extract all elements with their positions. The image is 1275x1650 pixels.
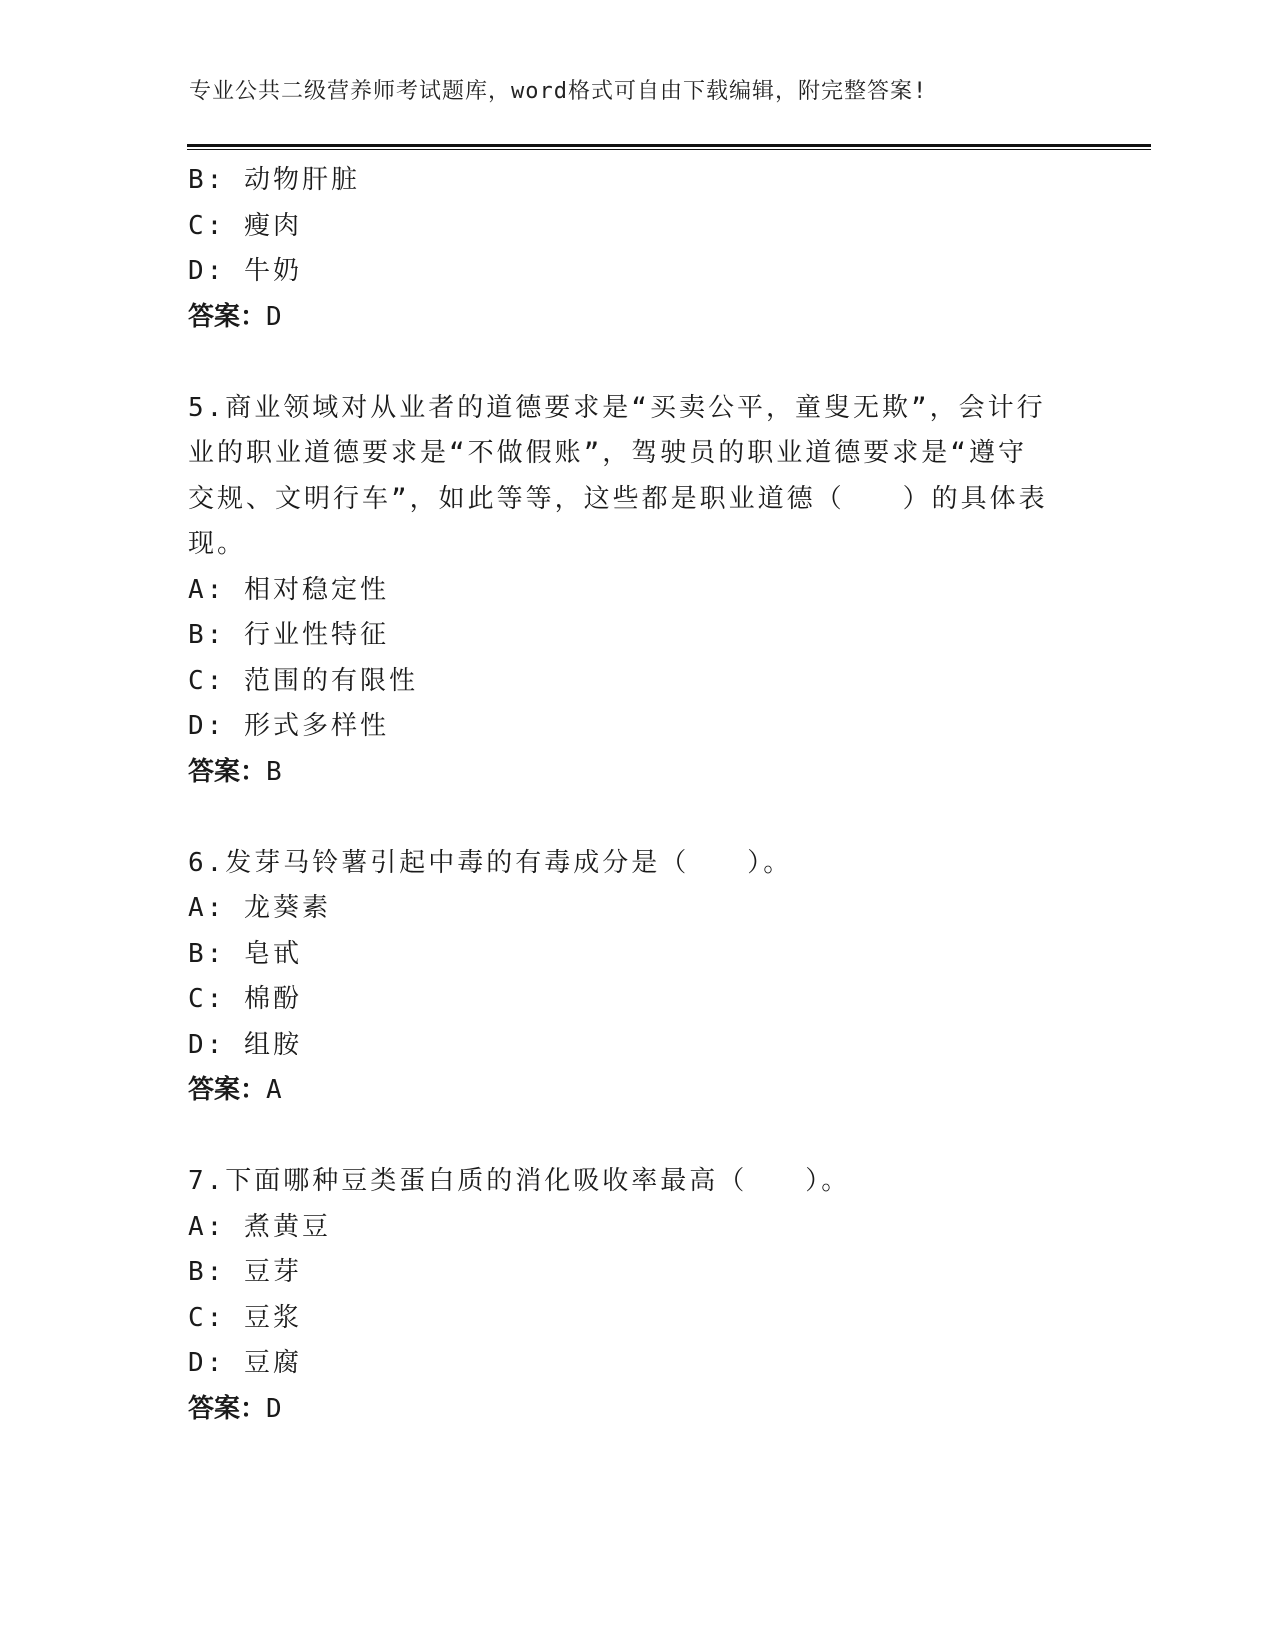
question-text-line: 7.下面哪种豆类蛋白质的消化吸收率最高（ ）。 [188,1166,851,1196]
option-c: C: 棉酚 [188,984,302,1014]
question-5 [188,386,1068,796]
option-d: D: 形式多样性 [188,711,389,741]
option-c: C: 豆浆 [188,1302,302,1333]
spacer [188,1114,1068,1160]
answer: 答案：D [188,1393,282,1424]
question-text-line: 5.商业领域对从业者的道德要求是“买卖公平，童叟无欺”，会计行 [188,392,1046,423]
question-text-line: 现。 [188,529,247,559]
header-rule-thin [187,149,1151,150]
option-c: C: 瘦肉 [188,210,302,241]
option-a: A: 煮黄豆 [188,1211,331,1242]
question-prev [188,158,1068,340]
answer: 答案：D [188,301,282,332]
option-d: D: 牛奶 [188,256,302,286]
question-text-line: 业的职业道德要求是“不做假账”，驾驶员的职业道德要求是“遵守 [188,438,1027,468]
header-rule-thick [187,144,1151,147]
option-b: B: 皂甙 [188,938,302,969]
option-b: B: 行业性特征 [188,620,389,650]
question-text-line: 交规、文明行车”，如此等等，这些都是职业道德（ ）的具体表 [188,483,1048,514]
option-b: B: 动物肝脏 [188,165,360,195]
document-body [188,158,1068,1432]
question-text-line: 6.发芽马铃薯引起中毒的有毒成分是（ ）。 [188,847,793,878]
option-d: D: 豆腐 [188,1348,302,1378]
question-7 [188,1159,1068,1432]
option-a: A: 龙葵素 [188,893,331,923]
spacer [188,795,1068,841]
option-b: B: 豆芽 [188,1257,302,1287]
question-6 [188,841,1068,1114]
page-header: 专业公共二级营养师考试题库，word格式可自由下载编辑，附完整答案! [189,79,928,104]
option-d: D: 组胺 [188,1029,302,1060]
spacer [188,340,1068,386]
answer: 答案：B [188,756,282,787]
option-a: A: 相对稳定性 [188,574,389,605]
option-c: C: 范围的有限性 [188,665,418,696]
answer: 答案：A [188,1075,282,1105]
